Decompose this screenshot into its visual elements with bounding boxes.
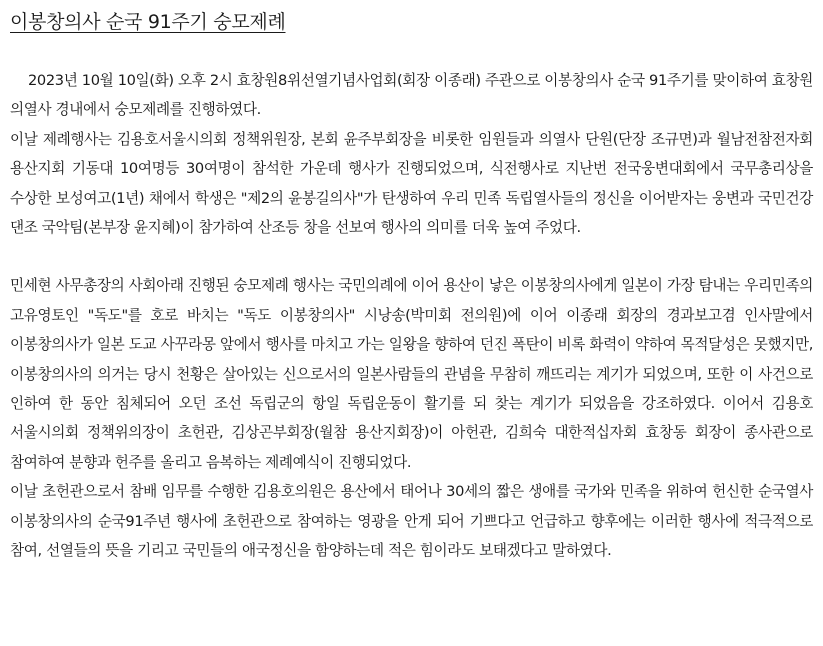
article-paragraph-2: 이날 제례행사는 김용호서울시의회 정책위원장, 본회 윤주부회장을 비롯한 임원들과 의열사 단원(단장 조규면)과 월남전참전자회 용산지회 기동대 10여명등 30여명이 참석한 가운데 행사가 진행되었으며, 식전행사로 지난번 전국웅변대회에서 국무총리상을 수상한 보성여고(1년) 채에서 학생은 "제2의 윤봉길의사"가 탄생하여 우리 민족 독립열사들의 정신을 이어받자는 웅변과 국민건강 댄조 국악팀(본부장 윤지혜)이 참가하여 산조등 창을 선보여 행사의 의미를 더욱 높여 주었다. [10,130,813,237]
article-paragraph-3: 민세현 사무총장의 사회아래 진행된 숭모제례 행사는 국민의례에 이어 용산이 낳은 이봉창의사에게 일본이 가장 탐내는 우리민족의 고유영토인 "독도"를 호로 바치는 "독도 이봉창의사" 시낭송(박미회 전의원)에 이어 이종래 회장의 경과보고겸 인사말에서 이봉창의사가 일본 도교 사꾸라몽 앞에서 행사를 마치고 가는 일왕을 향하여 던진 폭탄이 비록 화력이 약하여 목적달성은 못했지만, 이봉창의사의 의거는 당시 천황은 살아있는 신으로서의 일본사람들의 관념을 무참히 깨뜨리는 계기가 되었으며, 또한 이 사건으로 인하여 한 동안 침체되어 오던 조선 독립군의 항일 독립운동이 활기를 되 찾는 계기가 되었음을 강조하였다. 이어서 김용호 서울시의회 정책위의장이 초헌관, 김상곤부회장(월참 용산지회장)이 아헌관, 김희숙 대한적십자회 효창동 회장이 종사관으로 참여하여 분향과 헌주를 올리고 음복하는 제례예식이 진행되었다. [10,277,813,471]
paragraph-spacer [10,242,813,271]
article-paragraph-1: 2023년 10월 10일(화) 오후 2시 효창원8위선열기념사업회(회장 이종래) 주관으로 이봉창의사 순국 91주기를 맞이하여 효창원 의열사 경내에서 숭모제례를 진행하였다. [10,72,813,119]
article-paragraph-4: 이날 초헌관으로서 참배 임무를 수행한 김용호의원은 용산에서 태어나 30세의 짧은 생애를 국가와 민족을 위하여 헌신한 순국열사 이봉창의사의 순국91주년 행사에 초헌관으로 참여하는 영광을 안게 되어 기쁘다고 언급하고 향후에는 이러한 행사에 적극적으로 참여, 선열들의 뜻을 기리고 국민들의 애국정신을 함양하는데 적은 힘이라도 보태겠다고 말하였다. [10,483,813,560]
article-title: 이봉창의사 순국 91주기 숭모제례 [10,11,286,33]
